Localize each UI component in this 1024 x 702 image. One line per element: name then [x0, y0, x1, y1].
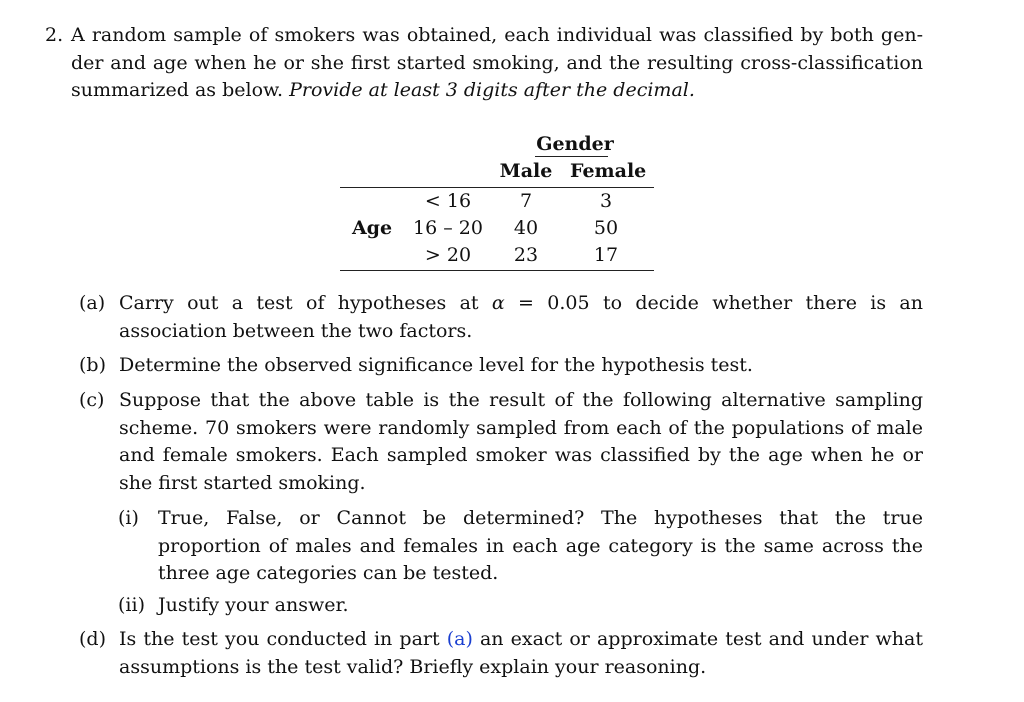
problem-number: 2.	[45, 24, 64, 46]
part-a	[79, 290, 923, 345]
table-cell: 50	[593, 217, 619, 239]
part-a-text	[119, 290, 923, 345]
column-header-female: Female	[570, 160, 647, 182]
row-label: > 20	[424, 244, 472, 266]
part-c-i-text: True, False, or Cannot be determined? The hypotheses that the true proportion of males and females in each age category is the same across the three age categories can be tested.	[158, 507, 923, 584]
part-a-text-before: Carry out a test of hypotheses at	[119, 292, 492, 314]
row-group-header: Age	[351, 217, 393, 239]
table-cell: 23	[513, 244, 539, 266]
row-label: < 16	[424, 190, 472, 212]
part-d-text	[119, 626, 923, 681]
part-d	[79, 626, 923, 681]
part-b-text: Determine the observed significance level for the hypothesis test.	[119, 354, 753, 376]
column-group-header: Gender	[536, 133, 614, 155]
part-b-label: (b)	[79, 354, 106, 376]
gender-underline	[535, 156, 608, 157]
part-d-text-before: Is the test you conducted in part	[119, 628, 447, 650]
column-header-male: Male	[499, 160, 553, 182]
part-a-label: (a)	[79, 292, 106, 314]
part-b	[79, 352, 923, 380]
problem-statement	[45, 22, 923, 105]
table-cell: 7	[519, 190, 533, 212]
contingency-table	[340, 131, 654, 271]
part-c-i-label: (i)	[118, 507, 139, 529]
part-d-label: (d)	[79, 628, 106, 650]
problem-instruction: Provide at least 3 digits after the decimal.	[289, 79, 695, 101]
problem-description: A random sample of smokers was obtained, each individual was classified by both gen-der and age when he or she first started smoking, and the resulting cross-classification summarized as below.	[71, 24, 923, 101]
part-d-text-after: an exact or approximate test and under what assumptions is the test valid? Briefly explain your reasoning.	[119, 628, 923, 678]
part-c-label: (c)	[79, 389, 105, 411]
part-a-text-after: = 0.05 to decide whether there is an association between the two factors.	[119, 292, 923, 342]
part-a-reference-link[interactable]: (a)	[446, 628, 473, 650]
table-bottom-rule	[340, 270, 654, 271]
part-c-ii	[118, 592, 923, 620]
part-c-text: Suppose that the above table is the result of the following alternative sampling scheme. 70 smokers were randomly sampled from each of the populations of male and female smokers. Each sampled smoker was classified by the age when he or she first started smoking.	[119, 389, 923, 494]
part-c-i	[118, 505, 923, 588]
problem-text	[71, 22, 923, 105]
part-c-ii-text: Justify your answer.	[158, 594, 349, 616]
row-label: 16 – 20	[413, 217, 483, 239]
alpha-symbol: α	[491, 292, 505, 314]
part-c-ii-label: (ii)	[118, 594, 145, 616]
table-cell: 17	[593, 244, 619, 266]
table-cell: 40	[513, 217, 539, 239]
table-cell: 3	[599, 190, 613, 212]
part-c	[79, 387, 923, 497]
